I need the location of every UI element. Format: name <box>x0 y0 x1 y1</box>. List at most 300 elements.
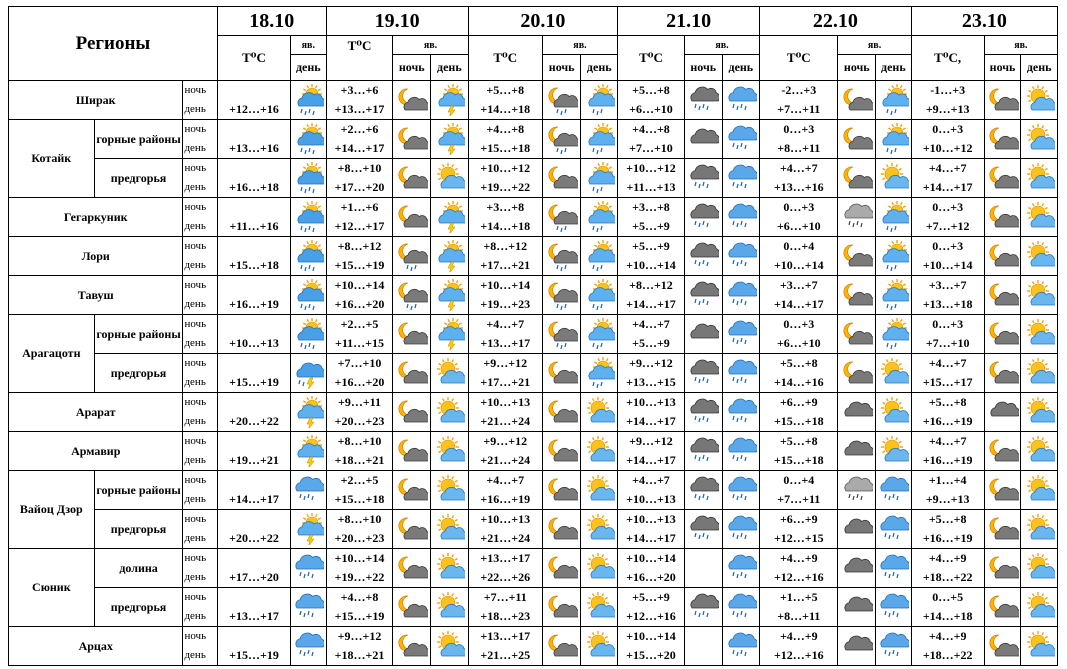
night-day-labels <box>183 549 217 588</box>
subregion-name: предгорья <box>94 510 183 549</box>
temp-value: +14…+17 <box>229 492 279 506</box>
weather-icon-cell <box>291 393 327 432</box>
moon-cloud-icon <box>543 474 581 506</box>
night-icon-cell <box>838 510 876 549</box>
night-label: ночь <box>184 318 207 330</box>
temp-night: +10…+13 <box>626 512 676 526</box>
night-icon-cell <box>393 276 431 315</box>
cloud-rain-icon <box>723 474 760 506</box>
dark-cloud-icon <box>838 513 875 545</box>
dark-cloud-rain-icon <box>685 435 722 467</box>
region-name: Ширак <box>9 81 183 120</box>
temp-range <box>618 315 685 354</box>
temp-range <box>468 627 542 666</box>
temp-range <box>326 81 393 120</box>
temp-night: +4…+7 <box>632 473 670 487</box>
temp-night: +1…+4 <box>928 473 967 487</box>
temp-range <box>468 276 542 315</box>
temp-night: 0…+3 <box>783 200 815 214</box>
night-icon-cell <box>684 315 722 354</box>
temp-range <box>618 432 685 471</box>
day-label: день <box>184 337 206 349</box>
temp-day: +7…+11 <box>777 102 821 116</box>
temp-range <box>911 588 984 627</box>
temp-night: +8…+10 <box>337 512 382 526</box>
sun-cloud-rain-icon <box>876 201 911 233</box>
day-icon-cell <box>581 198 618 237</box>
temp-night: 0…+4 <box>783 239 815 253</box>
temp-range <box>326 432 393 471</box>
night-icon-cell <box>984 393 1021 432</box>
day-label: день <box>184 610 206 622</box>
day-icon-cell <box>1021 471 1058 510</box>
night-icon-cell <box>542 471 581 510</box>
temp-day: +6…+10 <box>629 102 673 116</box>
night-day-labels <box>183 510 217 549</box>
temp-night: +3…+6 <box>340 83 379 97</box>
day-icon-cell <box>431 627 469 666</box>
night-day-labels <box>183 159 217 198</box>
temp-night: +10…+12 <box>626 161 676 175</box>
temp-night: +8…+12 <box>629 278 673 292</box>
day-icon-cell <box>1021 81 1058 120</box>
phen-header: яв. <box>684 36 759 55</box>
moon-cloud-icon <box>393 591 430 623</box>
temp-day: +15…+19 <box>334 258 385 272</box>
sun-cloud-icon <box>1021 474 1057 506</box>
temp-night: +6…+9 <box>779 512 818 526</box>
temp-value: +16…+18 <box>229 180 279 194</box>
night-icon-cell <box>542 432 581 471</box>
temp-range <box>468 237 542 276</box>
night-label: ночь <box>184 591 207 603</box>
region-name: Вайоц Дзор <box>9 471 95 549</box>
temp-value: +11…+16 <box>229 219 279 233</box>
temp-day: +14…+17 <box>626 297 676 311</box>
night-icon-cell <box>542 237 581 276</box>
temp-day: +19…+22 <box>334 570 385 584</box>
cloud-rain-icon <box>723 630 760 662</box>
temp-night: +4…+7 <box>779 161 818 175</box>
day-icon-cell <box>431 81 469 120</box>
moon-cloud-icon <box>393 630 430 662</box>
temp-night: +3…+8 <box>486 200 525 214</box>
day-label: день <box>184 259 206 271</box>
day-icon-cell <box>876 315 912 354</box>
sun-cloud-storm-icon <box>291 435 326 467</box>
temp-night: +5…+8 <box>486 83 525 97</box>
night-day-labels <box>183 315 217 354</box>
table-row <box>9 432 1058 471</box>
region-name: Арцах <box>9 627 183 666</box>
weather-icon-cell <box>291 588 327 627</box>
temp-night: +8…+10 <box>337 161 382 175</box>
temp-range <box>911 471 984 510</box>
temp-night: +1…+5 <box>779 590 818 604</box>
temp-night: +5…+8 <box>779 356 818 370</box>
night-day-labels <box>183 198 217 237</box>
cloud-sun-rain-icon <box>291 318 326 350</box>
moon-cloud-icon <box>393 396 430 428</box>
night-label: ночь <box>184 474 207 486</box>
day-icon-cell <box>722 432 760 471</box>
temp-night: +2…+5 <box>340 317 379 331</box>
weather-icon-cell <box>291 120 327 159</box>
temp-range <box>326 198 393 237</box>
day-icon-cell <box>431 588 469 627</box>
night-label: ночь <box>184 513 207 525</box>
temp-day: +13…+15 <box>626 375 676 389</box>
temp-range <box>326 588 393 627</box>
day-icon-cell <box>1021 354 1058 393</box>
moon-cloud-icon <box>543 513 581 545</box>
weather-icon-cell <box>291 315 327 354</box>
temp-range <box>618 393 685 432</box>
night-header: ночь <box>838 55 876 81</box>
temp-day-18 <box>217 276 290 315</box>
temp-day-18 <box>217 549 290 588</box>
night-label: ночь <box>184 630 207 642</box>
temp-night: +4…+7 <box>632 317 670 331</box>
moon-cloud-icon <box>543 630 581 662</box>
night-header: ночь <box>984 55 1021 81</box>
day-icon-cell <box>876 549 912 588</box>
dark-cloud-rain-icon <box>685 357 722 389</box>
temp-day-18 <box>217 471 290 510</box>
temp-night: 0…+5 <box>932 590 964 604</box>
day-icon-cell <box>431 159 469 198</box>
temp-day: +14…+18 <box>922 609 973 623</box>
temp-day: +15…+17 <box>922 375 973 389</box>
moon-cloud-icon <box>985 84 1021 116</box>
temp-range <box>618 159 685 198</box>
temp-day: +16…+20 <box>626 570 676 584</box>
temp-day: +16…+19 <box>922 531 973 545</box>
day-icon-cell <box>722 120 760 159</box>
temp-night: +6…+9 <box>779 395 818 409</box>
sun-cloud-rain-icon <box>581 84 617 116</box>
night-icon-cell <box>684 471 722 510</box>
table-row <box>9 549 1058 588</box>
temp-day: +11…+13 <box>626 180 676 194</box>
weather-icon-cell <box>291 549 327 588</box>
sun-cloud-icon <box>431 630 468 662</box>
weather-icon-cell <box>291 237 327 276</box>
temp-night: +4…+7 <box>928 434 967 448</box>
night-icon-cell <box>393 510 431 549</box>
temp-value: +13…+16 <box>229 141 279 155</box>
moon-cloud-icon <box>543 396 581 428</box>
night-icon-cell <box>984 120 1021 159</box>
night-day-labels <box>183 354 217 393</box>
grey-cloud-rain-icon <box>838 201 875 233</box>
day-label: день <box>184 415 206 427</box>
sun-cloud-icon <box>1021 630 1057 662</box>
temp-day: +18…+22 <box>922 570 973 584</box>
dark-cloud-rain-icon <box>685 591 722 623</box>
temp-range <box>326 627 393 666</box>
temp-night: +1…+6 <box>340 200 379 214</box>
temp-value: +15…+18 <box>229 258 279 272</box>
temp-range <box>760 588 838 627</box>
temp-night: +9…+12 <box>483 434 528 448</box>
temp-day: +10…+13 <box>626 492 676 506</box>
temp-day: +20…+23 <box>334 414 385 428</box>
day-icon-cell <box>431 471 469 510</box>
night-icon-cell <box>984 510 1021 549</box>
temp-day: +8…+11 <box>777 141 821 155</box>
temp-night: +9…+12 <box>337 629 382 643</box>
temp-day: +7…+10 <box>629 141 673 155</box>
temp-day: +6…+10 <box>776 219 821 233</box>
temp-day: +22…+26 <box>480 570 531 584</box>
region-name: Сюник <box>9 549 95 627</box>
day-label: день <box>184 493 206 505</box>
temp-day: +14…+18 <box>480 102 531 116</box>
temp-night: +5…+8 <box>928 512 967 526</box>
cloud-storm-icon <box>291 357 326 389</box>
temp-night: +10…+14 <box>334 278 385 292</box>
weather-icon-cell <box>291 276 327 315</box>
temp-value: +17…+20 <box>229 570 279 584</box>
night-icon-cell <box>984 627 1021 666</box>
temp-night: +10…+14 <box>626 551 676 565</box>
temp-header: T⁰C <box>217 36 290 81</box>
temp-night: +5…+9 <box>632 590 670 604</box>
temp-day: +12…+16 <box>626 609 676 623</box>
weather-icon-cell <box>291 627 327 666</box>
moon-cloud-icon <box>985 318 1021 350</box>
day-icon-cell <box>581 276 618 315</box>
cloud-rain-icon <box>291 474 326 506</box>
day-icon-cell <box>722 81 760 120</box>
day-label: день <box>184 376 206 388</box>
temp-day: +17…+20 <box>334 180 385 194</box>
night-icon-cell <box>542 120 581 159</box>
moon-cloud-icon <box>393 435 430 467</box>
temp-day: +21…+24 <box>480 414 531 428</box>
temp-day: +21…+24 <box>480 453 531 467</box>
moon-cloud-icon <box>985 474 1021 506</box>
day-icon-cell <box>581 588 618 627</box>
temp-night: 0…+3 <box>783 317 815 331</box>
temp-range <box>911 276 984 315</box>
sun-cloud-icon <box>1021 396 1057 428</box>
sun-cloud-icon <box>431 552 468 584</box>
sun-cloud-icon <box>1021 84 1057 116</box>
temp-day: +7…+10 <box>925 336 970 350</box>
sun-cloud-icon <box>1021 552 1057 584</box>
subregion-name: предгорья <box>94 354 183 393</box>
subregion-name: предгорья <box>94 159 183 198</box>
sun-cloud-icon <box>1021 435 1057 467</box>
moon-cloud-rain-icon <box>393 240 430 272</box>
temp-day-18 <box>217 354 290 393</box>
night-icon-cell <box>984 432 1021 471</box>
temp-range <box>468 354 542 393</box>
temp-range <box>618 237 685 276</box>
day-icon-cell <box>431 198 469 237</box>
night-icon-cell <box>838 120 876 159</box>
cloud-sun-rain-icon <box>291 201 326 233</box>
temp-day: +16…+19 <box>922 453 973 467</box>
temp-range <box>760 627 838 666</box>
temp-day: +15…+18 <box>480 141 531 155</box>
temp-day: +18…+22 <box>922 648 973 662</box>
day-icon-cell <box>581 237 618 276</box>
night-icon-cell <box>984 198 1021 237</box>
temp-range <box>618 588 685 627</box>
sun-cloud-icon <box>876 162 911 194</box>
cloud-rain-icon <box>876 474 911 506</box>
cloud-rain-icon <box>723 240 760 272</box>
moon-cloud-icon <box>985 240 1021 272</box>
temp-range <box>760 315 838 354</box>
temp-range <box>911 315 984 354</box>
subregion-name: долина <box>94 549 183 588</box>
temp-day-18 <box>217 588 290 627</box>
temp-day: +15…+20 <box>626 648 676 662</box>
day-icon-cell <box>876 81 912 120</box>
temp-night: +10…+14 <box>626 629 676 643</box>
temp-day: +15…+18 <box>773 453 824 467</box>
temp-night: +7…+10 <box>337 356 382 370</box>
day-label: день <box>184 454 206 466</box>
moon-cloud-icon <box>838 240 875 272</box>
date-header: 20.10 <box>468 7 617 36</box>
sun-cloud-storm-icon <box>431 279 468 311</box>
temp-value: +10…+13 <box>229 336 279 350</box>
temp-range <box>326 159 393 198</box>
temp-day: +19…+23 <box>480 297 531 311</box>
dark-cloud-icon <box>838 396 875 428</box>
night-icon-cell <box>838 276 876 315</box>
moon-cloud-icon <box>838 84 875 116</box>
temp-night: 0…+3 <box>932 239 964 253</box>
table-row <box>9 354 1058 393</box>
temp-night: +10…+13 <box>480 395 531 409</box>
moon-cloud-icon <box>838 279 875 311</box>
weather-icon-cell <box>291 198 327 237</box>
weather-icon-cell <box>291 159 327 198</box>
temp-range <box>911 120 984 159</box>
moon-cloud-icon <box>393 84 430 116</box>
region-name: Гегаркуник <box>9 198 183 237</box>
night-label: ночь <box>184 162 207 174</box>
day-header: день <box>1021 55 1058 81</box>
temp-day: +14…+16 <box>773 375 824 389</box>
cloud-rain-icon <box>876 513 911 545</box>
phen-header: яв. <box>291 36 327 55</box>
sun-cloud-storm-icon <box>431 201 468 233</box>
moon-cloud-icon <box>543 552 581 584</box>
night-icon-cell <box>542 627 581 666</box>
night-icon-cell <box>542 510 581 549</box>
dark-cloud-icon <box>838 630 875 662</box>
day-icon-cell <box>1021 510 1058 549</box>
temp-value: +15…+19 <box>229 648 279 662</box>
sun-cloud-rain-icon <box>581 357 617 389</box>
temp-range <box>760 198 838 237</box>
grey-cloud-rain-icon <box>838 474 875 506</box>
day-header: день <box>722 55 760 81</box>
temp-night: -2…+3 <box>781 83 817 97</box>
day-icon-cell <box>581 471 618 510</box>
sun-cloud-icon <box>1021 279 1057 311</box>
day-label: день <box>184 103 206 115</box>
temp-night: +10…+13 <box>480 512 531 526</box>
temp-night: +3…+8 <box>632 200 670 214</box>
temp-day: +18…+23 <box>480 609 531 623</box>
cloud-rain-icon <box>876 552 911 584</box>
sun-cloud-icon <box>876 357 911 389</box>
sun-cloud-icon <box>431 513 468 545</box>
day-icon-cell <box>876 627 912 666</box>
night-icon-cell <box>684 510 722 549</box>
temp-day-18 <box>217 198 290 237</box>
sun-cloud-icon <box>1021 591 1057 623</box>
subregion-name: горные районы <box>94 315 183 354</box>
night-icon-cell <box>984 276 1021 315</box>
day-header: день <box>291 55 327 81</box>
table-row <box>9 276 1058 315</box>
moon-cloud-icon <box>985 552 1021 584</box>
temp-day-18 <box>217 315 290 354</box>
temp-range <box>468 588 542 627</box>
temp-night: 0…+4 <box>783 473 815 487</box>
dark-cloud-icon <box>985 396 1021 428</box>
day-icon-cell <box>1021 393 1058 432</box>
dark-cloud-icon <box>685 318 722 350</box>
temp-night: +4…+7 <box>928 161 967 175</box>
moon-cloud-icon <box>543 435 581 467</box>
table-row <box>9 81 1058 120</box>
moon-cloud-icon <box>985 279 1021 311</box>
night-icon-cell <box>393 159 431 198</box>
night-icon-cell <box>684 276 722 315</box>
cloud-sun-rain-icon <box>291 240 326 272</box>
temp-range <box>468 315 542 354</box>
night-icon-cell <box>684 120 722 159</box>
moon-cloud-icon <box>393 201 430 233</box>
temp-range <box>326 120 393 159</box>
temp-range <box>618 120 685 159</box>
night-day-labels <box>183 393 217 432</box>
weather-icon-cell <box>291 432 327 471</box>
table-row <box>9 471 1058 510</box>
temp-range <box>326 393 393 432</box>
temp-night: +5…+9 <box>632 239 670 253</box>
temp-night: +4…+9 <box>779 629 818 643</box>
sun-cloud-icon <box>581 474 617 506</box>
day-label: день <box>184 220 206 232</box>
weather-icon-cell <box>291 471 327 510</box>
night-icon-cell <box>984 549 1021 588</box>
temp-night: +9…+12 <box>629 356 673 370</box>
day-icon-cell <box>722 393 760 432</box>
day-icon-cell <box>876 276 912 315</box>
temp-range <box>760 354 838 393</box>
day-icon-cell <box>431 237 469 276</box>
temp-night: +10…+14 <box>480 278 531 292</box>
temp-day: +14…+17 <box>922 180 973 194</box>
moon-cloud-icon <box>838 318 875 350</box>
cloud-rain-icon <box>876 630 911 662</box>
temp-night: +10…+13 <box>626 395 676 409</box>
night-day-labels <box>183 120 217 159</box>
temp-night: +4…+9 <box>928 629 967 643</box>
temp-night: +4…+9 <box>779 551 818 565</box>
